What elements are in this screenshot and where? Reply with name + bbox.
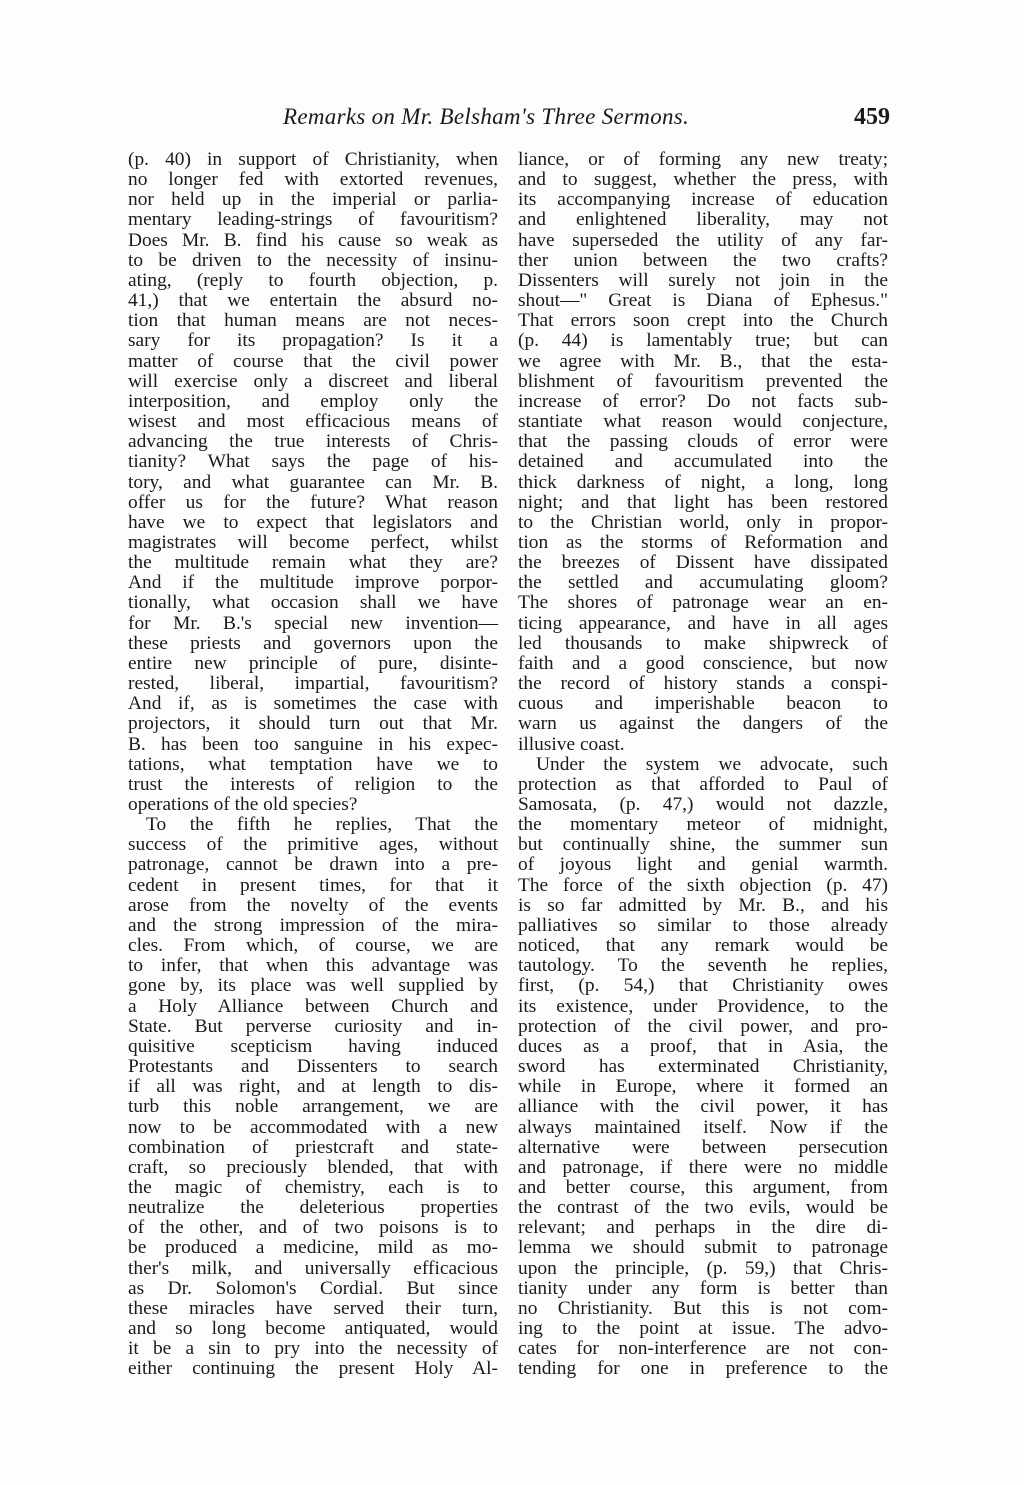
text-line: the contrast of the two evils, would be <box>518 1197 888 1219</box>
text-line: for Mr. B.'s special new invention— <box>128 612 498 634</box>
text-line: Protestants and Dissenters to search <box>128 1056 498 1078</box>
text-line: noticed, that any remark would be <box>518 935 888 957</box>
text-line: rested, liberal, impartial, favouritism? <box>128 673 498 695</box>
text-line: have we to expect that legislators and <box>128 511 498 533</box>
left-column <box>128 150 498 1380</box>
text-line: as Dr. Solomon's Cordial. But since <box>128 1277 498 1299</box>
text-line: and patronage, if there were no middle <box>518 1156 888 1178</box>
text-line: tianity? What says the page of his- <box>128 451 498 473</box>
text-line: That errors soon crept into the Church <box>518 310 888 332</box>
text-line: these priests and governors upon the <box>128 632 498 654</box>
text-line: cedent in present times, for that it <box>128 874 498 896</box>
text-line: tianity under any form is better than <box>518 1277 888 1299</box>
text-line: offer us for the future? What reason <box>128 491 498 513</box>
text-line: and so long become antiquated, would <box>128 1318 498 1340</box>
text-line: while in Europe, where it formed an <box>518 1076 888 1098</box>
text-line: magistrates will become perfect, whilst <box>128 531 498 553</box>
text-line: detained and accumulated into the <box>518 451 888 473</box>
text-line: it be a sin to pry into the necessity of <box>128 1338 498 1360</box>
text-line: tory, and what guarantee can Mr. B. <box>128 471 498 493</box>
text-line: the settled and accumulating gloom? <box>518 572 888 594</box>
text-line: ther union between the two crafts? <box>518 249 888 271</box>
text-line: tion that human means are not neces- <box>128 310 498 332</box>
text-line: ing to the point at issue. The advo- <box>518 1318 888 1340</box>
text-line: and enlightened liberality, may not <box>518 209 888 231</box>
text-line: lemma we should submit to patronage <box>518 1237 888 1259</box>
running-title: Remarks on Mr. Belsham's Three Sermons. <box>283 104 690 129</box>
text-line: now to be accommodated with a new <box>128 1116 498 1138</box>
text-line: to be driven to the necessity of insinu- <box>128 249 498 271</box>
text-line: nor held up in the imperial or parlia- <box>128 189 498 211</box>
text-line: increase of error? Do not facts sub- <box>518 390 888 412</box>
text-line: upon the principle, (p. 59,) that Chris- <box>518 1257 888 1279</box>
right-column <box>518 150 888 1380</box>
text-line: advancing the true interests of Chris- <box>128 431 498 453</box>
text-line: tations, what temptation have we to <box>128 753 498 775</box>
text-line: cles. From which, of course, we are <box>128 935 498 957</box>
text-line: craft, so preciously blended, that with <box>128 1156 498 1178</box>
text-line: and to suggest, whether the press, with <box>518 169 888 191</box>
text-line: the momentary meteor of midnight, <box>518 814 888 836</box>
text-line: Dissenters will surely not join in the <box>518 269 888 291</box>
text-line: sword has exterminated Christianity, <box>518 1056 888 1078</box>
text-line: first, (p. 54,) that Christianity owes <box>518 975 888 997</box>
text-line: Under the system we advocate, such <box>536 753 888 775</box>
text-line: will exercise only a discreet and liberal <box>128 370 498 392</box>
text-line: protection as that afforded to Paul of <box>518 773 888 795</box>
text-line: The force of the sixth objection (p. 47) <box>518 874 888 896</box>
text-line: cuous and imperishable beacon to <box>518 693 888 715</box>
text-line: operations of the old species? <box>128 794 358 815</box>
text-line: protection of the civil power, and pro- <box>518 1015 888 1037</box>
text-line: stantiate what reason would conjecture, <box>518 411 888 433</box>
text-line: ating, (reply to fourth objection, p. <box>128 269 498 291</box>
text-line: ther's milk, and universally efficacious <box>128 1257 498 1279</box>
page-number: 459 <box>854 104 890 130</box>
text-line: and better course, this argument, from <box>518 1176 888 1198</box>
text-line: no Christianity. But this is not com- <box>518 1297 888 1319</box>
text-line: if all was right, and at length to dis- <box>128 1076 498 1098</box>
text-line: the magic of chemistry, each is to <box>128 1176 498 1198</box>
text-line: To the fifth he replies, That the <box>146 814 498 836</box>
text-line: of joyous light and genial warmth. <box>518 854 888 876</box>
text-line: mentary leading-strings of favouritism? <box>128 209 498 231</box>
text-line: Does Mr. B. find his cause so weak as <box>128 229 498 251</box>
text-line: alternative were between persecution <box>518 1136 888 1158</box>
text-line: matter of course that the civil power <box>128 350 498 372</box>
text-line: and the strong impression of the mira- <box>128 914 498 936</box>
text-line: And if the multitude improve porpor- <box>128 572 498 594</box>
text-line: a Holy Alliance between Church and <box>128 995 498 1017</box>
text-line: tending for one in preference to the <box>518 1358 888 1380</box>
text-line: led thousands to make shipwreck of <box>518 632 888 654</box>
text-line: faith and a good conscience, but now <box>518 652 888 674</box>
running-head <box>128 104 890 138</box>
text-line: but continually shine, the summer sun <box>518 834 888 856</box>
text-line: alliance with the civil power, it has <box>518 1096 888 1118</box>
text-line: projectors, it should turn out that Mr. <box>128 713 498 735</box>
text-line: tautology. To the seventh he replies, <box>518 955 888 977</box>
text-line: State. But perverse curiosity and in- <box>128 1015 498 1037</box>
text-line: we agree with Mr. B., that the esta- <box>518 350 888 372</box>
text-line: either continuing the present Holy Al- <box>128 1358 498 1380</box>
text-line: ticing appearance, and have in all ages <box>518 612 888 634</box>
text-line: thick darkness of night, a long, long <box>518 471 888 493</box>
text-line: turb this noble arrangement, we are <box>128 1096 498 1118</box>
text-line: to the Christian world, only in propor- <box>518 511 888 533</box>
text-line: combination of priestcraft and state- <box>128 1136 498 1158</box>
text-line: wisest and most efficacious means of <box>128 411 498 433</box>
text-line: cates for non-interference are not con- <box>518 1338 888 1360</box>
text-line: night; and that light has been restored <box>518 491 888 513</box>
text-line: interposition, and employ only the <box>128 390 498 412</box>
text-line: arose from the novelty of the events <box>128 894 498 916</box>
text-line: liance, or of forming any new treaty; <box>518 149 888 170</box>
text-line: patronage, cannot be drawn into a pre- <box>128 854 498 876</box>
text-line: duces as a proof, that in Asia, the <box>518 1035 888 1057</box>
text-line: be produced a medicine, mild as mo- <box>128 1237 498 1259</box>
text-line: palliatives so similar to those already <box>518 914 888 936</box>
text-line: the multitude remain what they are? <box>128 552 498 574</box>
text-line: gone by, its place was well supplied by <box>128 975 498 997</box>
text-line: its accompanying increase of education <box>518 189 888 211</box>
text-line: trust the interests of religion to the <box>128 773 498 795</box>
text-line: illusive coast. <box>518 733 625 755</box>
text-line: blishment of favouritism prevented the <box>518 370 888 392</box>
text-line: no longer fed with extorted revenues, <box>128 169 498 191</box>
text-line: of the other, and of two poisons is to <box>128 1217 498 1239</box>
text-line: to infer, that when this advantage was <box>128 955 498 977</box>
text-line: (p. 40) in support of Christianity, when <box>128 149 498 170</box>
text-line: its existence, under Providence, to the <box>518 995 888 1017</box>
text-line: the record of history stands a conspi- <box>518 673 888 695</box>
text-line: (p. 44) is lamentably true; but can <box>518 330 888 352</box>
text-line: that the passing clouds of error were <box>518 431 888 453</box>
text-line: always maintained itself. Now if the <box>518 1116 888 1138</box>
text-line: is so far admitted by Mr. B., and his <box>518 894 888 916</box>
text-line: tionally, what occasion shall we have <box>128 592 498 614</box>
text-line: neutralize the deleterious properties <box>128 1197 498 1219</box>
text-line: tion as the storms of Reformation and <box>518 531 888 553</box>
text-line: sary for its propagation? Is it a <box>128 330 498 352</box>
text-line: 41,) that we entertain the absurd no- <box>128 290 498 312</box>
text-line: success of the primitive ages, without <box>128 834 498 856</box>
text-line: And if, as is sometimes the case with <box>128 693 498 715</box>
text-line: The shores of patronage wear an en- <box>518 592 888 614</box>
text-line: these miracles have served their turn, <box>128 1297 498 1319</box>
text-line: warn us against the dangers of the <box>518 713 888 735</box>
text-line: quisitive scepticism having induced <box>128 1035 498 1057</box>
text-line: entire new principle of pure, disinte- <box>128 652 498 674</box>
text-line: relevant; and perhaps in the dire di- <box>518 1217 888 1239</box>
text-line: shout—" Great is Diana of Ephesus." <box>518 290 888 312</box>
text-line: Samosata, (p. 47,) would not dazzle, <box>518 794 888 815</box>
text-line: the breezes of Dissent have dissipated <box>518 552 888 574</box>
text-line: B. has been too sanguine in his expec- <box>128 733 498 755</box>
text-line: have superseded the utility of any far- <box>518 229 888 251</box>
